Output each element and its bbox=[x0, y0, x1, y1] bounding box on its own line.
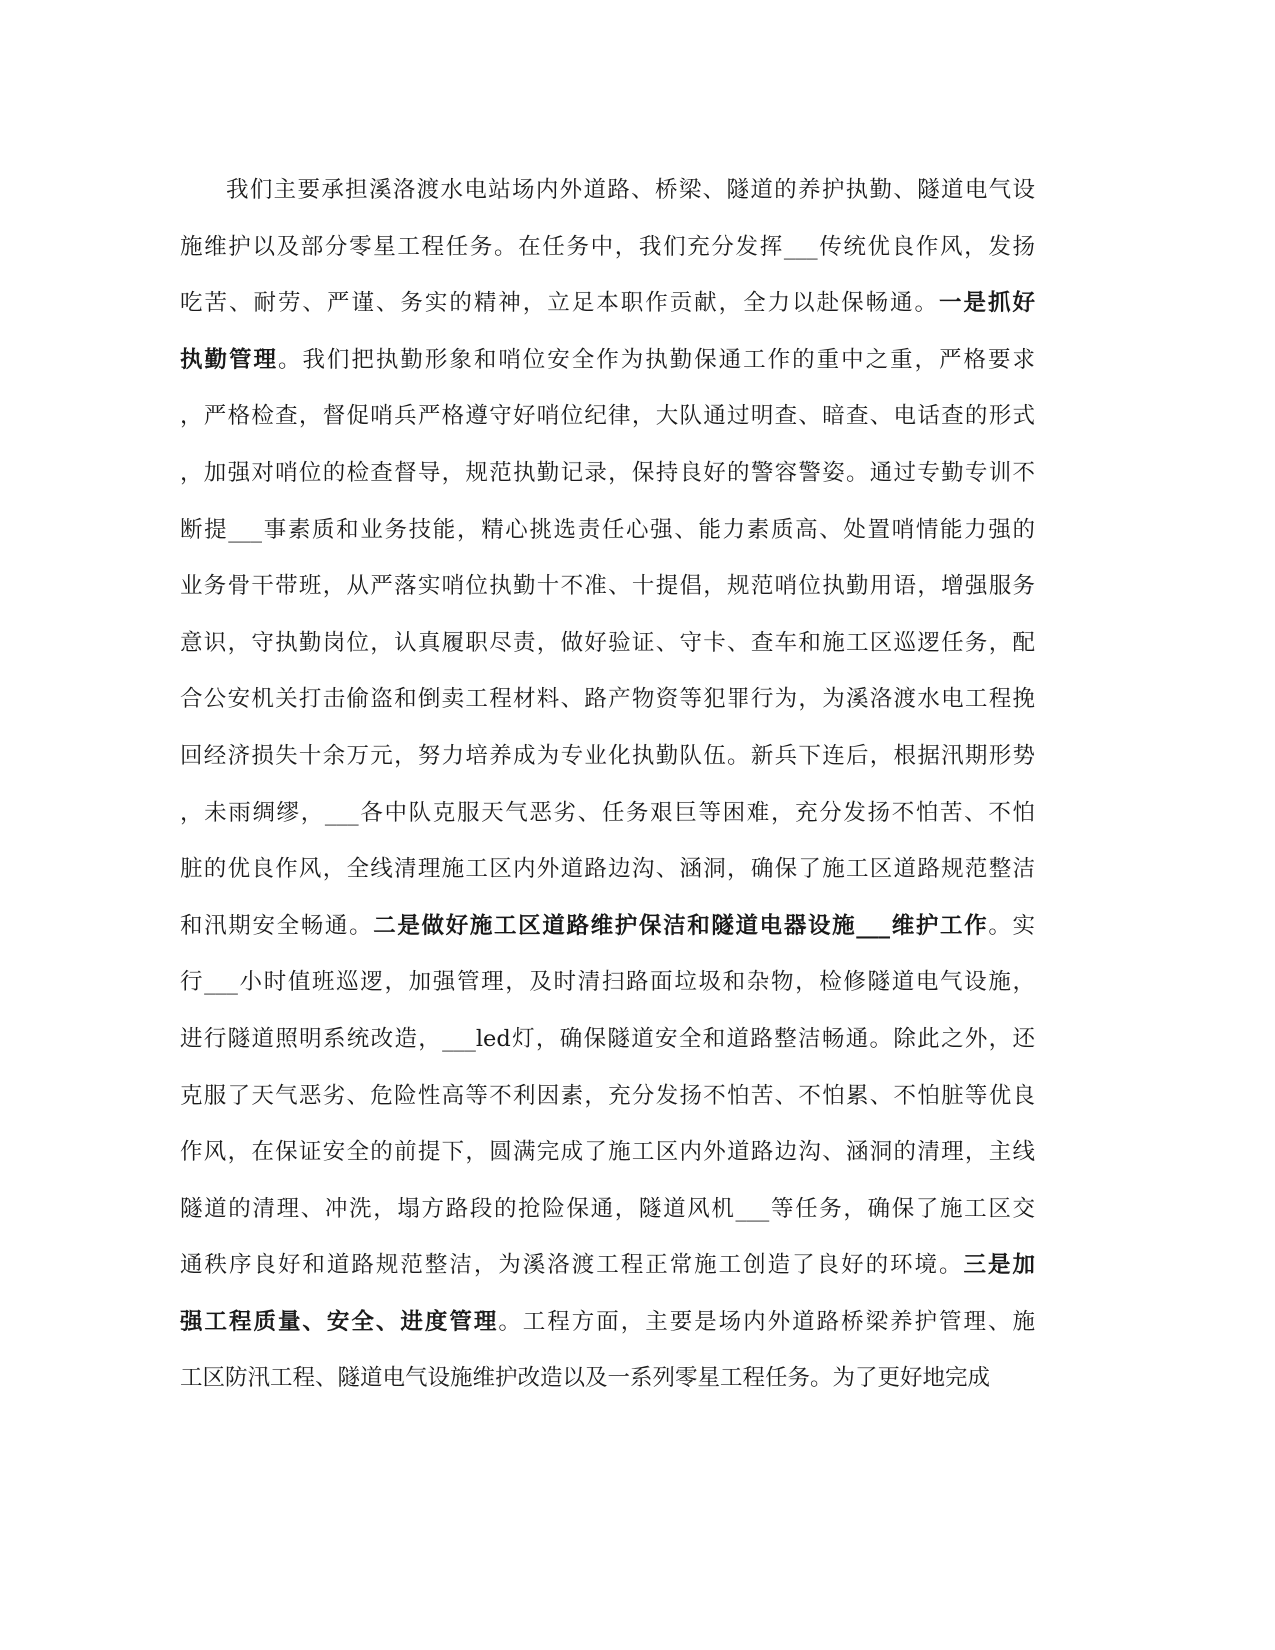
text-run: 吃苦、耐劳、严谨、务实的精神，立足本职作贡献，全力以赴保畅通。 bbox=[180, 290, 940, 317]
text-line bbox=[180, 898, 1035, 955]
bold-heading-run: 二是做好施工区道路维护保洁和隧道电器设施___维护工作 bbox=[373, 912, 989, 939]
text-line bbox=[180, 1124, 1035, 1181]
text-run: 施维护以及部分零星工程任务。在任务中，我们充分发挥___传统优良作风，发扬 bbox=[180, 233, 1035, 260]
text-line bbox=[180, 332, 1035, 389]
text-run: 作风，在保证安全的前提下，圆满完成了施工区内外道路边沟、涵洞的清理，主线 bbox=[180, 1139, 1035, 1166]
text-line bbox=[180, 785, 1035, 842]
text-run: 克服了天气恶劣、危险性高等不利因素，充分发扬不怕苦、不怕累、不怕脏等优良 bbox=[180, 1082, 1035, 1109]
text-run: 进行隧道照明系统改造，___led灯，确保隧道安全和道路整洁畅通。除此之外，还 bbox=[180, 1025, 1035, 1052]
bold-heading-run: 三是加 bbox=[963, 1252, 1035, 1279]
text-run: 我们主要承担溪洛渡水电站场内外道路、桥梁、隧道的养护执勤、隧道电气设 bbox=[226, 177, 1035, 203]
text-line bbox=[180, 1294, 1035, 1351]
text-run: 断提___事素质和业务技能，精心挑选责任心强、能力素质高、处置哨情能力强的 bbox=[180, 516, 1035, 543]
text-run: 。我们把执勤形象和哨位安全作为执勤保通工作的重中之重，严格要求 bbox=[277, 346, 1035, 373]
text-line bbox=[180, 388, 1035, 445]
text-run: 通秩序良好和道路规范整洁，为溪洛渡工程正常施工创造了良好的环境。 bbox=[180, 1252, 964, 1279]
text-line bbox=[180, 671, 1035, 728]
text-line bbox=[180, 162, 1035, 219]
text-line bbox=[180, 219, 1035, 276]
text-line bbox=[180, 1068, 1035, 1125]
text-line bbox=[180, 1350, 1035, 1407]
text-run: 隧道的清理、冲洗，塌方路段的抢险保通，隧道风机___等任务，确保了施工区交 bbox=[180, 1195, 1035, 1222]
text-run: 脏的优良作风，全线清理施工区内外道路边沟、涵洞，确保了施工区道路规范整洁 bbox=[180, 856, 1035, 883]
text-run: 和汛期安全畅通。 bbox=[180, 912, 374, 939]
text-run: ，未雨绸缪，___各中队克服天气恶劣、任务艰巨等困难，充分发扬不怕苦、不怕 bbox=[180, 799, 1035, 826]
text-run: 。工程方面，主要是场内外道路桥梁养护管理、施 bbox=[498, 1308, 1035, 1335]
text-line bbox=[180, 445, 1035, 502]
bold-heading-run: 强工程质量、安全、进度管理 bbox=[180, 1308, 499, 1335]
text-line bbox=[180, 728, 1035, 785]
text-line bbox=[180, 841, 1035, 898]
text-run: 回经济损失十余万元，努力培养成为专业化执勤队伍。新兵下连后，根据汛期形势 bbox=[180, 742, 1035, 769]
text-run: 行___小时值班巡逻，加强管理，及时清扫路面垃圾和杂物，检修隧道电气设施， bbox=[180, 969, 1035, 996]
text-line bbox=[180, 1181, 1035, 1238]
text-run: 。实 bbox=[988, 912, 1035, 939]
text-run: 业务骨干带班，从严落实哨位执勤十不准、十提倡，规范哨位执勤用语，增强服务 bbox=[180, 573, 1035, 600]
bold-heading-run: 执勤管理 bbox=[180, 346, 278, 373]
text-run: ，加强对哨位的检查督导，规范执勤记录，保持良好的警容警姿。通过专勤专训不 bbox=[180, 459, 1035, 486]
text-run: 意识，守执勤岗位，认真履职尽责，做好验证、守卡、查车和施工区巡逻任务，配 bbox=[180, 629, 1035, 656]
text-run: 工区防汛工程、隧道电气设施维护改造以及一系列零星工程任务。为了更好地完成 bbox=[180, 1365, 991, 1392]
text-run: ，严格检查，督促哨兵严格遵守好哨位纪律，大队通过明查、暗查、电话查的形式 bbox=[180, 403, 1035, 430]
text-line bbox=[180, 954, 1035, 1011]
text-line bbox=[180, 502, 1035, 559]
text-run: 合公安机关打击偷盗和倒卖工程材料、路产物资等犯罪行为，为溪洛渡水电工程挽 bbox=[180, 686, 1035, 713]
body-paragraph bbox=[180, 162, 1035, 1407]
text-line bbox=[180, 1237, 1035, 1294]
text-line bbox=[180, 615, 1035, 672]
text-line bbox=[180, 558, 1035, 615]
bold-heading-run: 一是抓好 bbox=[939, 290, 1035, 317]
text-line bbox=[180, 275, 1035, 332]
text-line bbox=[180, 1011, 1035, 1068]
